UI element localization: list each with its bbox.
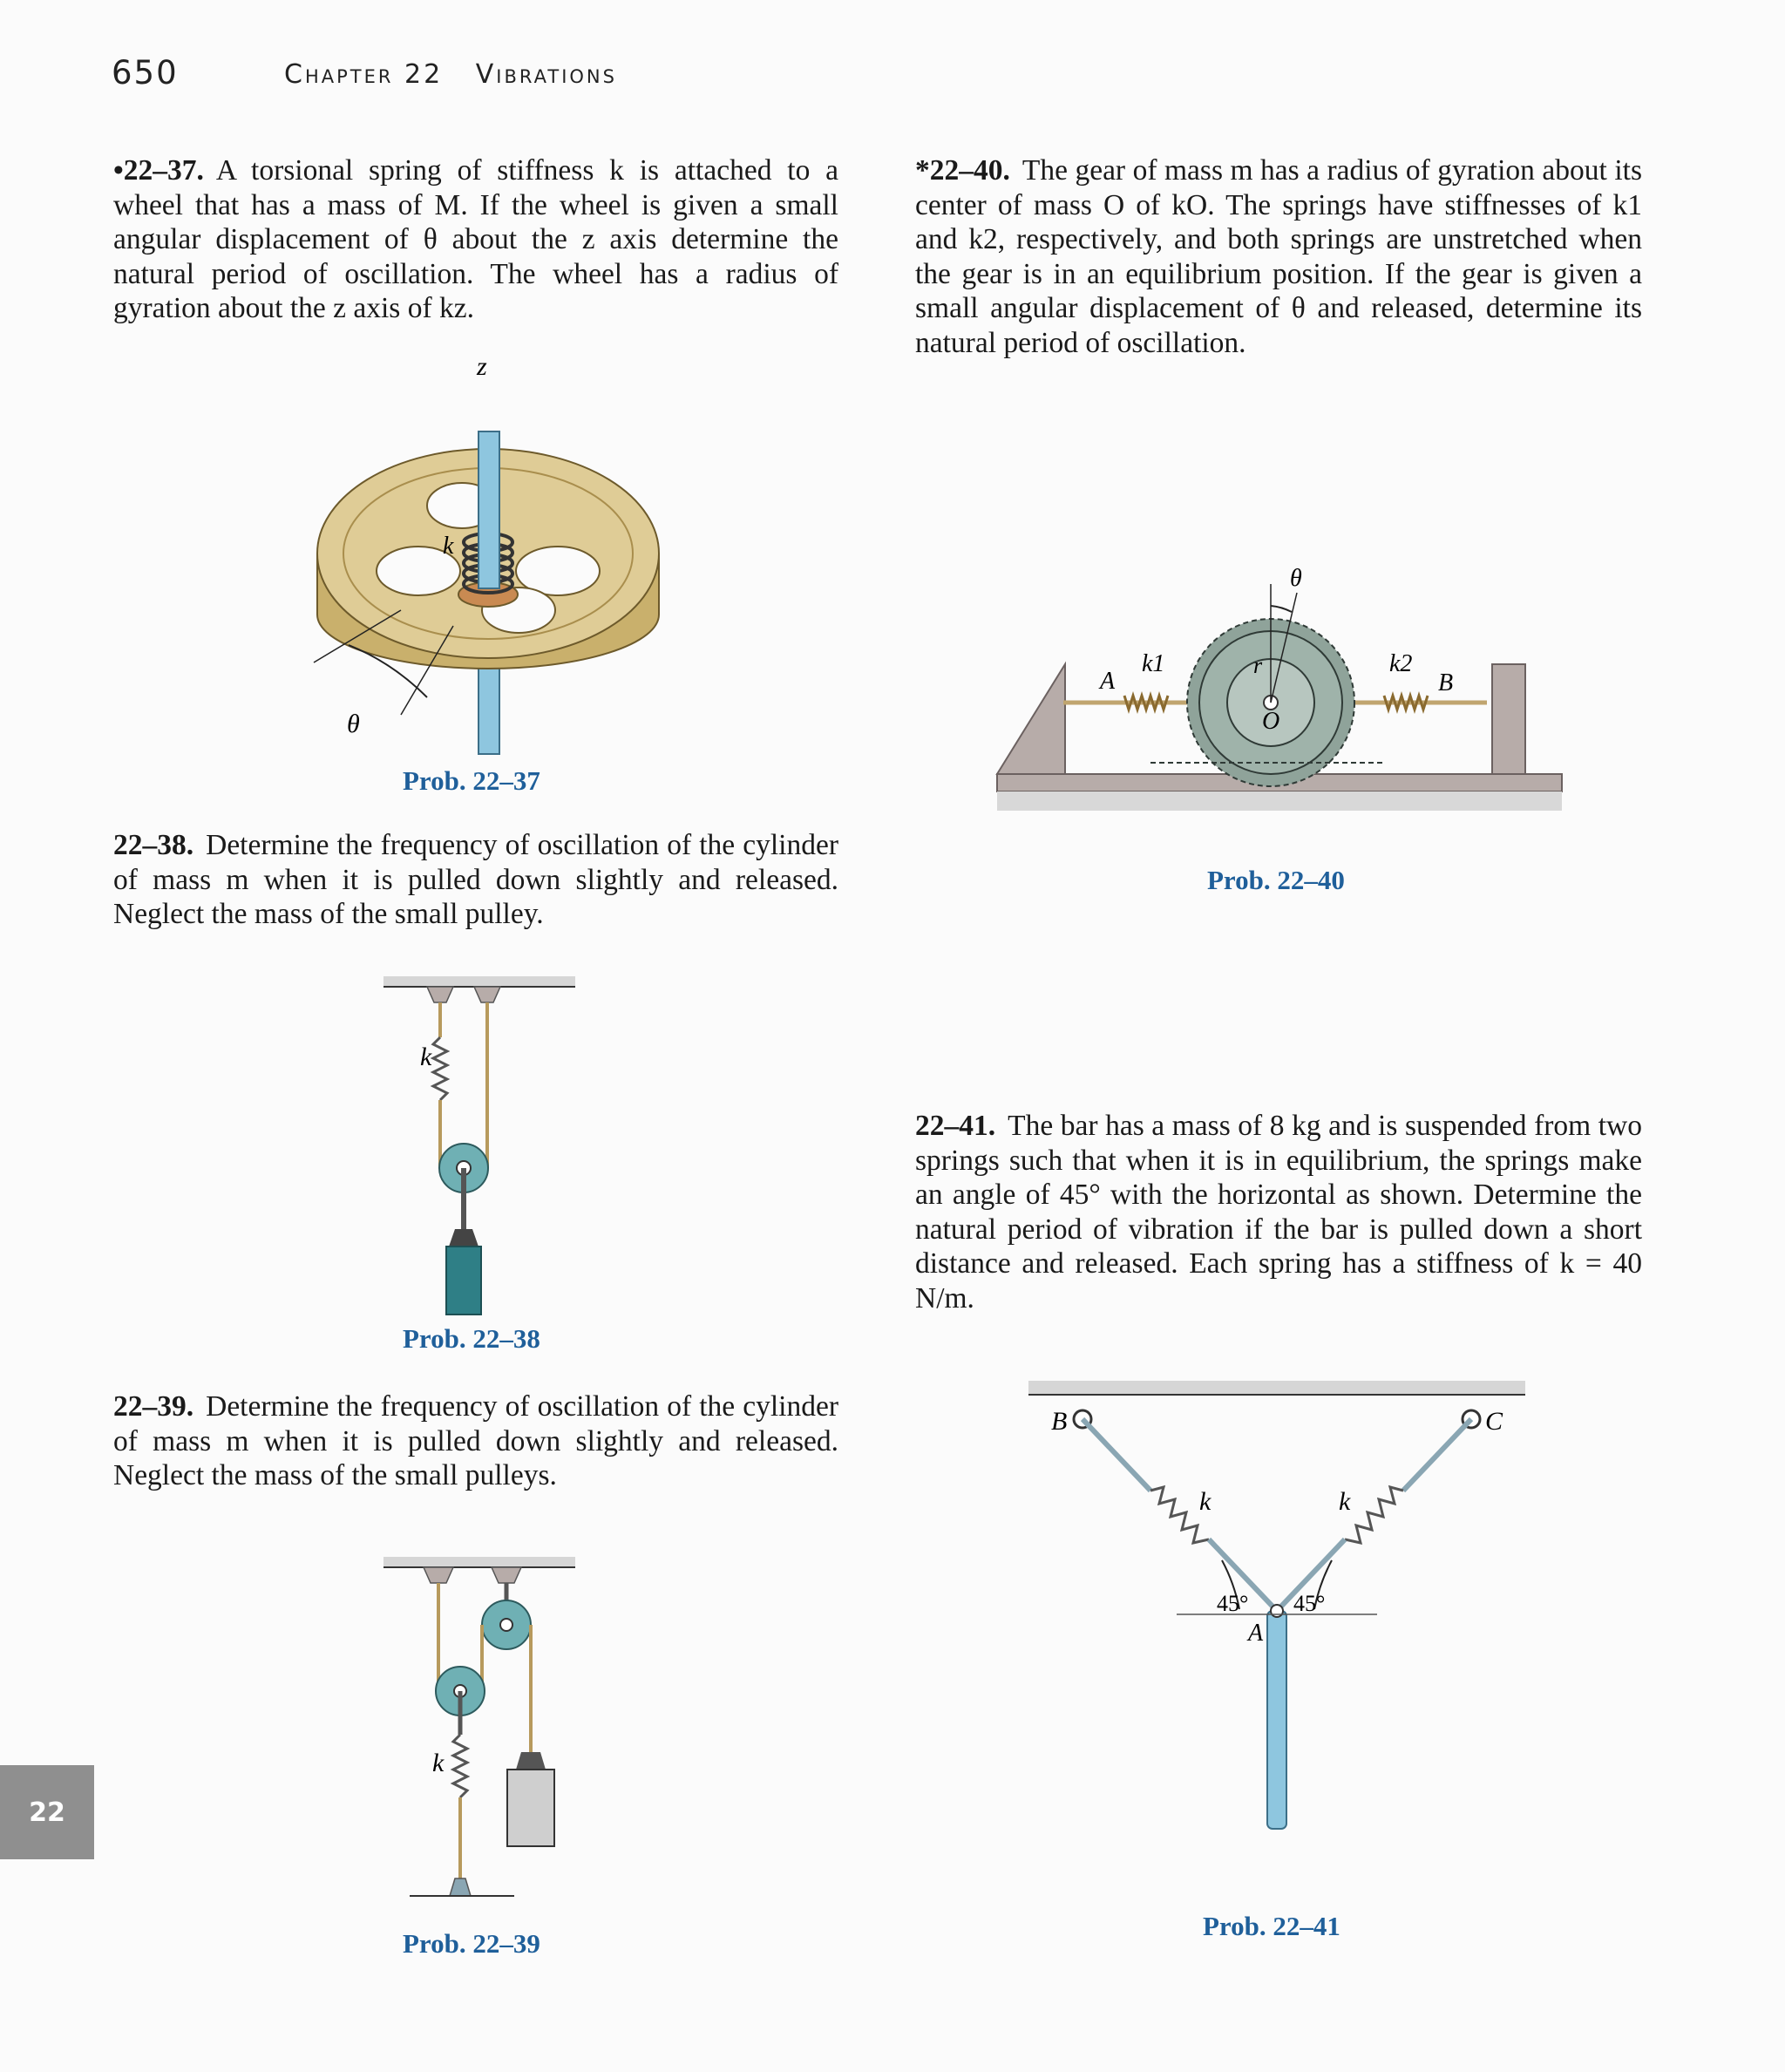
problem-22-38 xyxy=(113,828,838,932)
point-b-label: B xyxy=(1438,669,1454,696)
spring-k-label: k xyxy=(420,1043,432,1071)
problem-22-39 xyxy=(113,1389,838,1493)
z-axis-label: z xyxy=(477,352,487,381)
problem-number: •22–37. xyxy=(113,154,204,187)
chapter-side-tab: 22 xyxy=(0,1765,94,1859)
angle-left-label: 45° xyxy=(1217,1591,1249,1616)
problem-text: Determine the frequency of oscillation of the cylinder of mass m when it is pulled down slightly and released. Neglect the mass of the small pulley. xyxy=(113,829,838,930)
problem-text: A torsional spring of stiffness k is attached to a wheel that has a mass of M. If the wheel is given a small angular displacement of θ about the z axis determine the natural period of oscillation. The wheel has a radius of gyration about the z axis of kz. xyxy=(113,154,838,324)
spring-k-left-label: k xyxy=(1199,1487,1211,1516)
spring-right xyxy=(1345,1487,1403,1543)
page-number: 650 xyxy=(112,54,179,92)
k1-label: k1 xyxy=(1142,650,1165,677)
problem-text: The gear of mass m has a radius of gyration about its center of mass O of kO. The springs have stiffnesses of k1 and k2, respectively, and both springs are unstretched when the gear is in an equilibrium position. If the gear is given a small angular displacement of θ and released, determine its natural period of oscillation. xyxy=(915,154,1642,359)
figure-22-39-pulleys xyxy=(375,1552,584,1918)
point-b-label: B xyxy=(1051,1407,1068,1436)
point-a-label: A xyxy=(1100,668,1116,695)
theta-label: θ xyxy=(1290,565,1302,592)
chapter-label: Chapter 22 xyxy=(284,59,444,90)
spring-k xyxy=(453,1735,467,1797)
theta-label: θ xyxy=(347,710,360,738)
caption-22-39: Prob. 22–39 xyxy=(403,1928,540,1959)
k2-label: k2 xyxy=(1389,650,1413,677)
chapter-title xyxy=(284,59,617,90)
chapter-topic: Vibrations xyxy=(475,59,617,90)
point-c-label: C xyxy=(1485,1407,1503,1436)
figure-22-38-pulley xyxy=(375,968,584,1325)
problem-number: 22–41. xyxy=(915,1110,996,1142)
problem-22-40 xyxy=(915,153,1642,360)
spring-k xyxy=(433,1037,447,1100)
problem-text: The bar has a mass of 8 kg and is suspended from two springs such that when it is in equilibrium, the springs make an angle of 45° with the horizontal as shown. Determine the natural period of vibration if the bar is pulled down a short distance and released. Each spring has a stiffness of k = 40 N/m. xyxy=(915,1110,1642,1315)
problem-number: 22–38. xyxy=(113,829,194,861)
point-a-label: A xyxy=(1248,1620,1264,1647)
spring-k-label: k xyxy=(432,1749,445,1777)
problem-number: 22–39. xyxy=(113,1390,194,1423)
figure-22-41-bar xyxy=(1020,1377,1534,1865)
caption-22-37: Prob. 22–37 xyxy=(403,765,540,796)
problem-number: *22–40. xyxy=(915,154,1010,187)
caption-22-41: Prob. 22–41 xyxy=(1203,1911,1340,1941)
center-o-label: O xyxy=(1262,708,1280,735)
caption-22-38: Prob. 22–38 xyxy=(403,1323,540,1354)
problem-22-37 xyxy=(113,153,838,326)
caption-22-40: Prob. 22–40 xyxy=(1207,865,1345,895)
angle-right-label: 45° xyxy=(1293,1591,1326,1616)
figure-22-37-wheel xyxy=(296,349,680,767)
spring-k-right-label: k xyxy=(1339,1487,1351,1516)
radius-r-label: r xyxy=(1253,653,1263,678)
spring-k-label: k xyxy=(443,533,454,560)
problem-22-41 xyxy=(915,1109,1642,1315)
figure-22-40-gear xyxy=(985,558,1569,837)
problem-text: Determine the frequency of oscillation of the cylinder of mass m when it is pulled down slightly and released. Neglect the mass of the small pulleys. xyxy=(113,1390,838,1491)
